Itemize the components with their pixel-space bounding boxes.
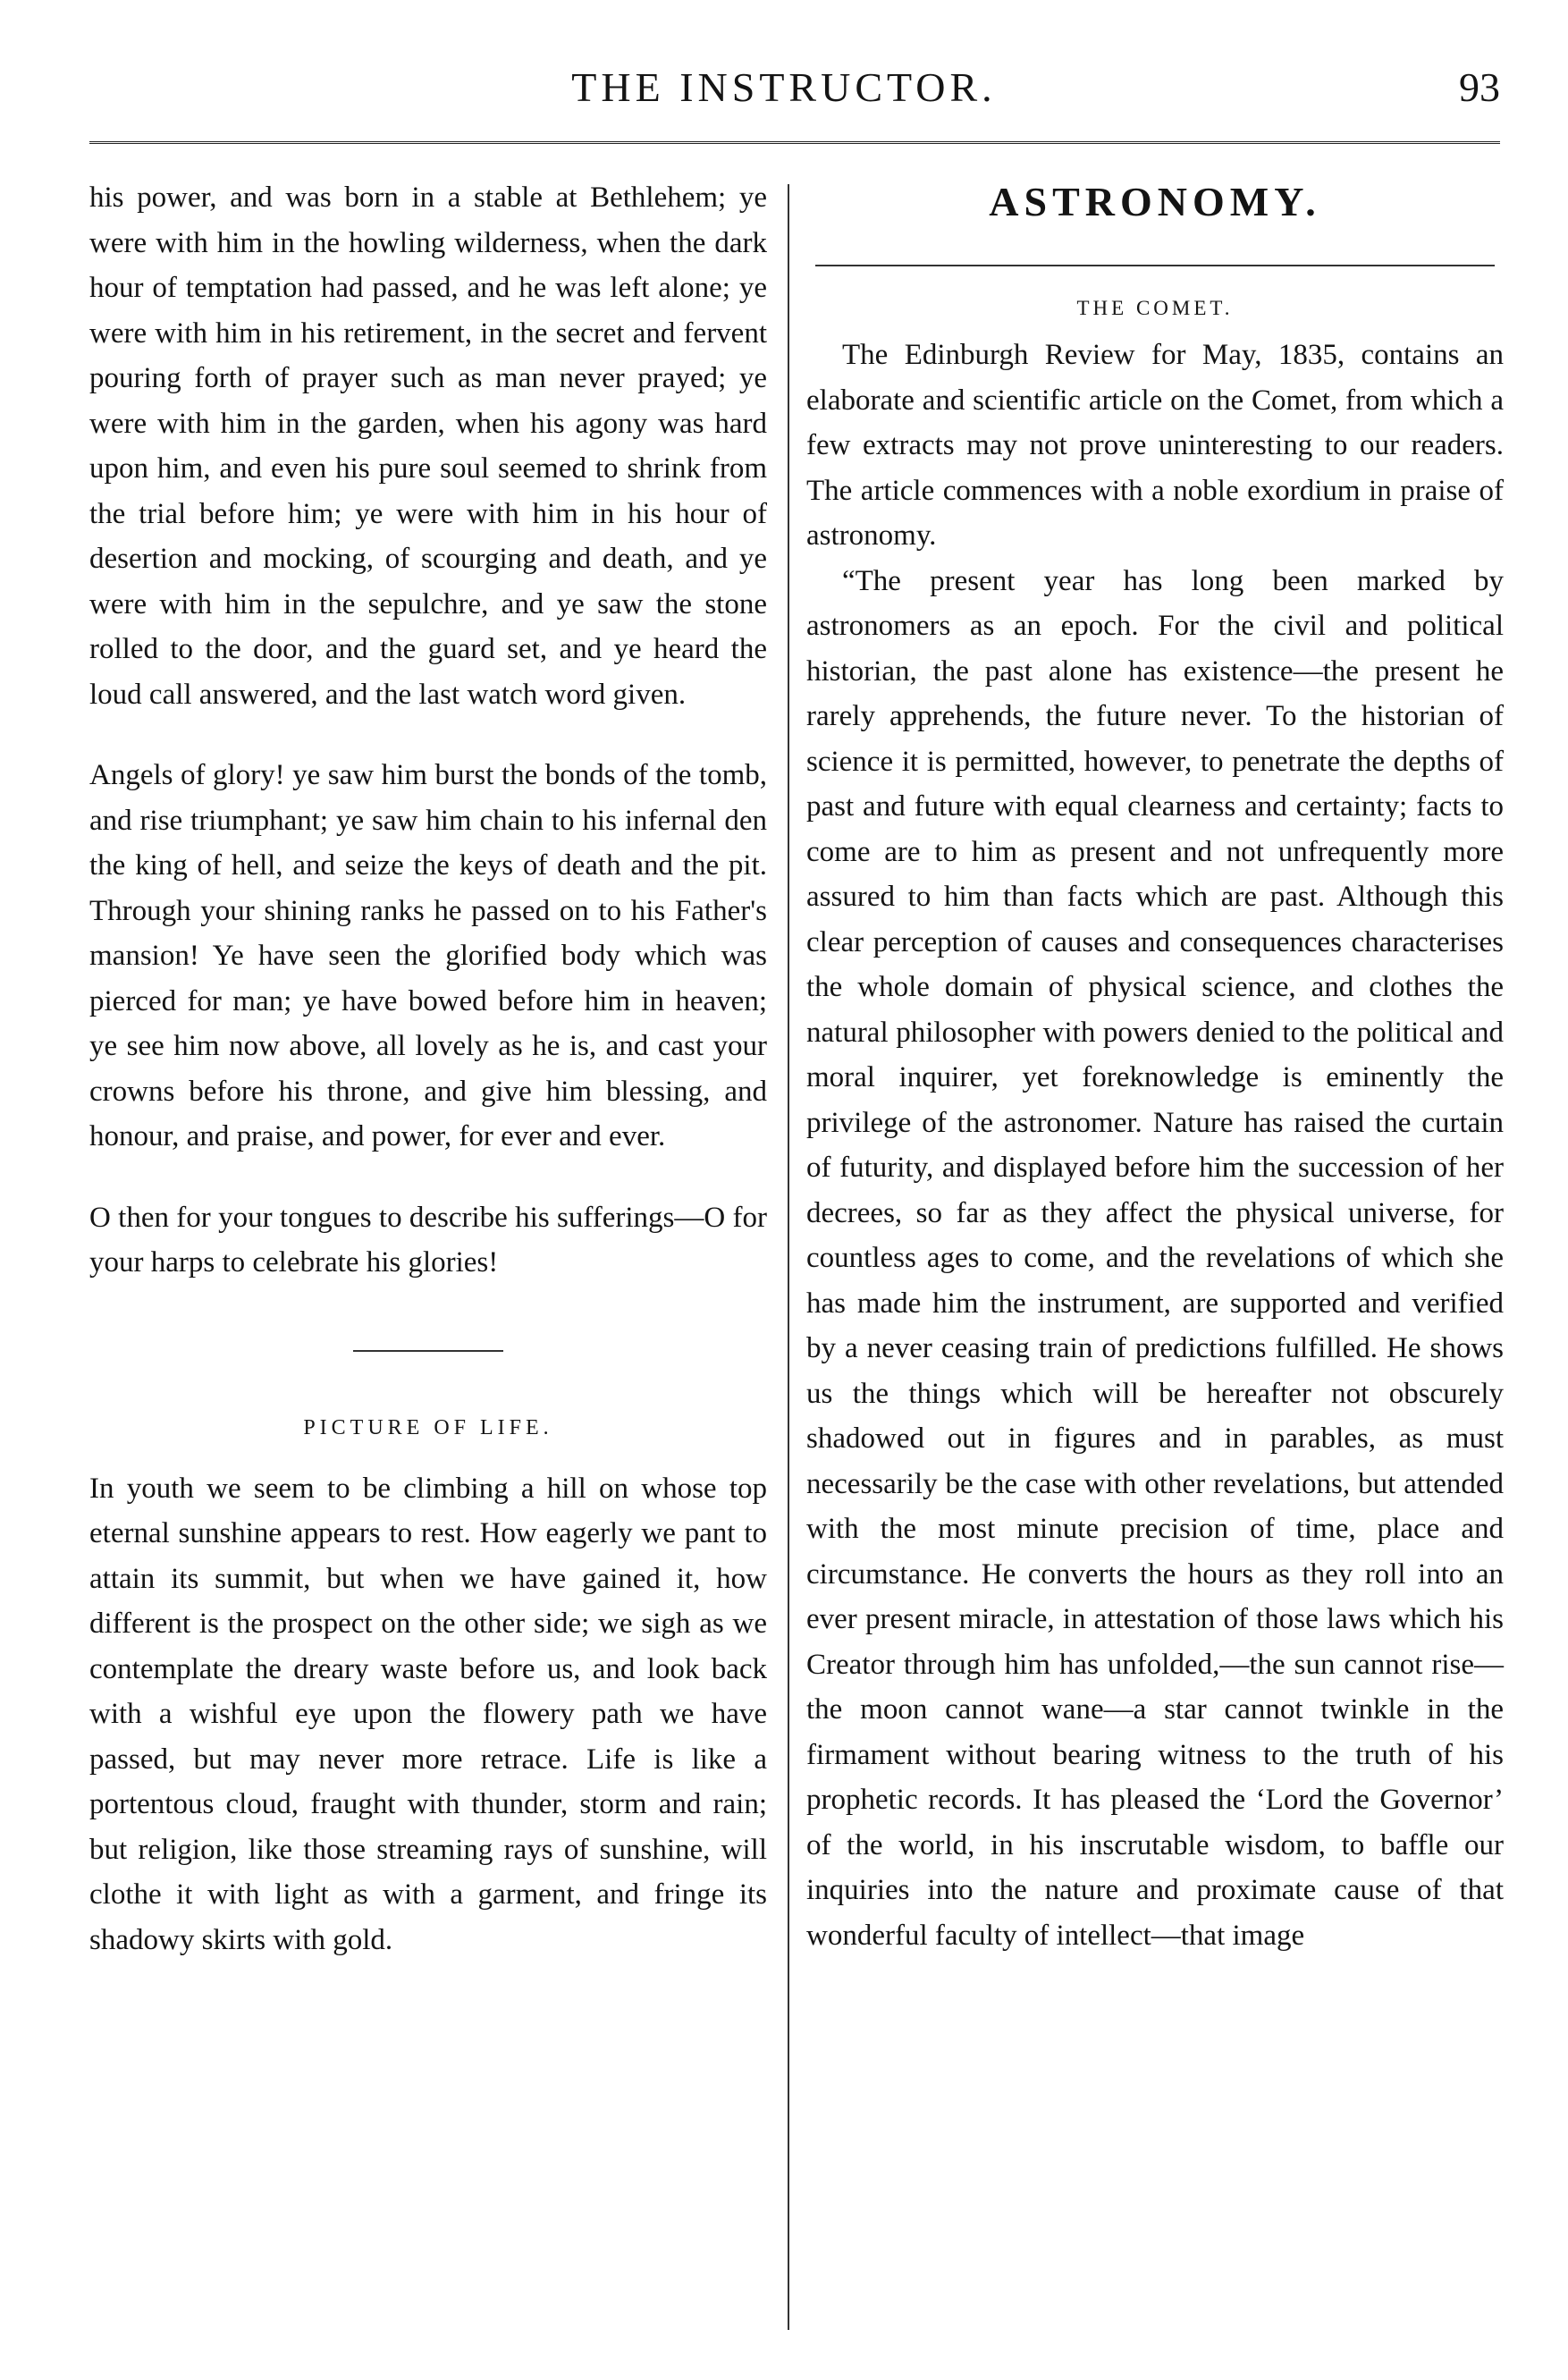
page-number: 93 <box>1459 64 1500 110</box>
column-divider <box>788 184 789 2330</box>
left-paragraph-2: Angels of glory! ye saw him burst the bonds of the tomb, and rise triumphant; ye saw him chain to his infernal den the king of hell, and seize the keys of death and the pit. Through your shining ranks he passed on to his Father's mansion! Ye have seen the glorified body which was pierced for man; ye have bowed before him in heaven; ye see him now above, all lovely as he is, and cast your crowns before his throne, and give him blessing, and honour, and praise, and power, for ever and ever. <box>89 759 767 1152</box>
running-title: THE INSTRUCTOR. <box>571 64 997 110</box>
left-column <box>89 175 767 1962</box>
left-paragraph-3: O then for your tongues to describe his sufferings—O for your harps to celebrate his glories! <box>89 1201 767 1279</box>
right-paragraph-2: “The present year has long been marked by astronomers as an epoch. For the civil and political historian, the past alone has existence—the present he rarely apprehends, the future never. To the historian of science it is permitted, however, to penetrate the depths of past and future with equal clearness and certainty; facts to come are to him as present and not unfrequently more assured to him than facts which are past. Although this clear perception of causes and consequences characterises the whole domain of physical science, and clothes the natural philosopher with powers denied to the political and moral inquirer, yet foreknowledge is eminently the privilege of the astronomer. Nature has raised the curtain of futurity, and displayed before him the succession of her decrees, so far as they affect the physical universe, for countless ages to come, and the revelations of which she has made him the instrument, are supported and verified by a never ceasing train of predictions fulfilled. He shows us the things which will be hereafter not obscurely shadowed out in figures and in parables, as must necessarily be the case with other revelations, but attended with the most minute precision of time, place and circumstance. He converts the hours as they roll into an ever present miracle, in attestation of those laws which his Creator through him has unfolded,—the sun cannot rise—the moon cannot wane—a star cannot twinkle in the firmament without bearing witness to the truth of his prophetic records. It has pleased the ‘Lord the Governor’ of the world, in his inscrutable wisdom, to baffle our inquiries into the nature and proximate cause of that wonderful faculty of intellect—that image <box>806 564 1504 1952</box>
header-rule <box>89 141 1500 144</box>
left-paragraph-1: his power, and was born in a stable at Bethlehem; ye were with him in the howling wilderness, when the dark hour of temptation had passed, and he was left alone; ye were with him in his retirement, in the secret and fervent pouring forth of prayer such as man never prayed; ye were with him in the garden, when his agony was hard upon him, and even his pure soul seemed to shrink from the trial before him; ye were with him in his hour of desertion and mocking, of scourging and death, and ye were with him in the sepulchre, and ye saw the stone rolled to the door, and the guard set, and ye heard the loud call answered, and the last watch word given. <box>89 181 767 711</box>
heading-rule <box>815 265 1495 266</box>
right-column <box>806 175 1504 1958</box>
picture-of-life-paragraph: In youth we seem to be climbing a hill on whose top eternal sunshine appears to rest. How eagerly we pant to attain its summit, but when we have gained it, how different is the prospect on the other side; we sigh as we contemplate the dreary waste before us, and look back with a wishful eye upon the flowery path we have passed, but may never more retrace. Life is like a portentous cloud, fraught with thunder, storm and rain; but religion, like those streaming rays of sunshine, will clothe it with light as with a garment, and fringe its shadowy skirts with gold. <box>89 1472 767 1956</box>
running-header <box>0 61 1568 123</box>
comet-article-title: THE COMET. <box>1076 297 1234 319</box>
astronomy-heading: ASTRONOMY. <box>989 179 1321 224</box>
picture-of-life-title: PICTURE OF LIFE. <box>303 1415 553 1439</box>
section-divider <box>353 1350 503 1352</box>
right-paragraph-1: The Edinburgh Review for May, 1835, contains an elaborate and scientific article on the Comet, from which a few extracts may not prove uninteresting to our readers. The article commences with a noble exordium in praise of astronomy. <box>806 339 1504 552</box>
